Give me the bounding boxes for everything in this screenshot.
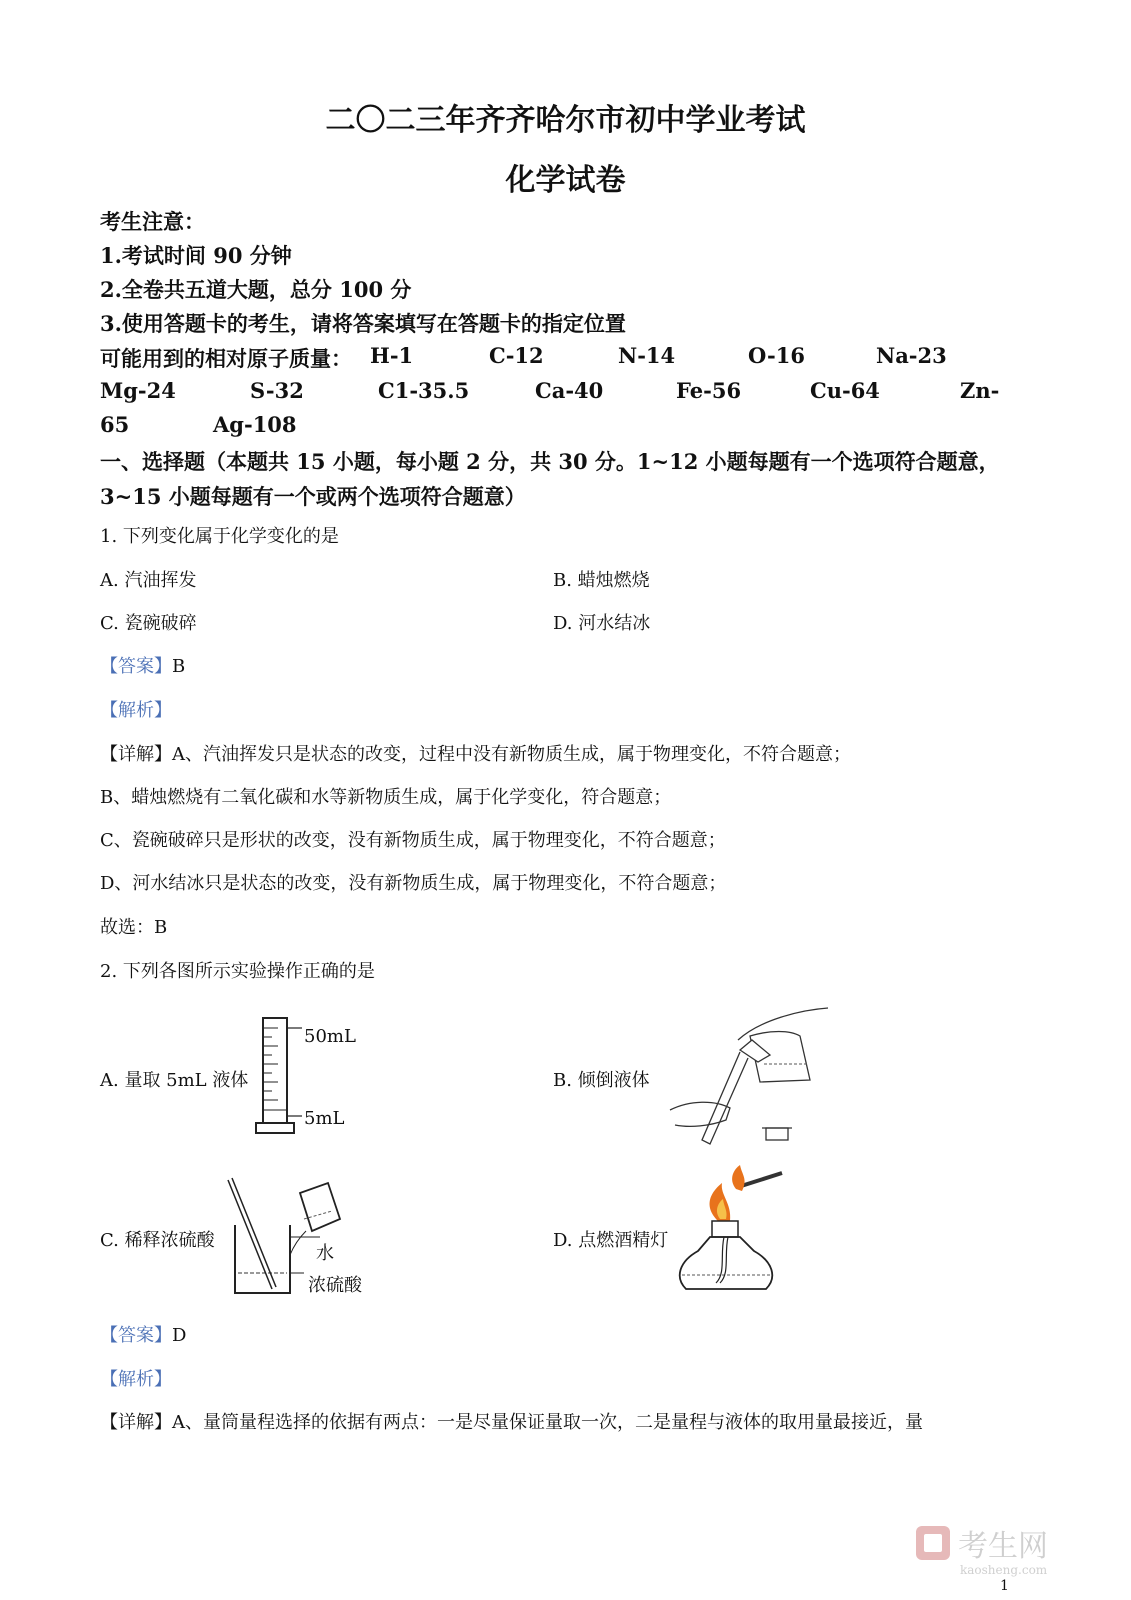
answer-line — [100, 1321, 186, 1347]
mass-item: Fe-56 — [676, 378, 742, 403]
kaosheng-logo — [906, 1520, 1086, 1580]
mass-item: Ca-40 — [535, 378, 604, 403]
page-number: 1 — [1000, 1578, 1009, 1594]
mass-item: N-14 — [618, 343, 676, 368]
logo-text: 考生网 — [958, 1529, 1048, 1564]
notice-item: 3.使用答题卡的考生，请将答案填写在答题卡的指定位置 — [100, 311, 626, 336]
detail-text: A、量筒量程选择的依据有两点：一是尽量保证量取一次，二是量程与液体的取用量最接近，量 — [172, 1412, 923, 1433]
mass-item: 65 — [100, 412, 130, 437]
notice-item: 2.全卷共五道大题，总分 100 分 — [100, 277, 412, 302]
mass-item: Na-23 — [876, 343, 947, 368]
notice-label: 考生注意： — [100, 209, 205, 234]
page-subtitle: 化学试卷 — [505, 163, 626, 198]
option-c: C. 稀释浓硫酸 — [100, 1230, 215, 1251]
option-b: B. 蜡烛燃烧 — [553, 570, 650, 591]
label-50ml: 50mL — [304, 1026, 356, 1047]
question-stem: 2. 下列各图所示实验操作正确的是 — [100, 961, 375, 982]
analysis-tag: 【解析】 — [100, 700, 172, 721]
mass-item: H-1 — [370, 343, 414, 368]
label-water: 水 — [316, 1243, 334, 1264]
detail-text: C、瓷碗破碎只是形状的改变，没有新物质生成，属于物理变化，不符合题意； — [100, 830, 726, 851]
answer-value: D — [172, 1325, 187, 1346]
answer-tag: 【答案】 — [100, 656, 172, 677]
mass-item: Mg-24 — [100, 378, 176, 403]
mass-item: C-12 — [489, 343, 544, 368]
page-title: 二〇二三年齐齐哈尔市初中学业考试 — [325, 103, 806, 138]
detail-text: A、汽油挥发只是状态的改变，过程中没有新物质生成，属于物理变化，不符合题意； — [172, 744, 851, 765]
diluting-acid-figure — [220, 1175, 380, 1305]
pouring-liquid-figure — [660, 1000, 840, 1150]
section-heading-cont: 3~15 小题每题有一个或两个选项符合题意） — [100, 484, 526, 509]
detail-text: D、河水结冰只是状态的改变，没有新物质生成，属于物理变化，不符合题意； — [100, 873, 727, 894]
mass-item: Ag-108 — [213, 412, 297, 437]
logo-url: kaosheng.com — [960, 1563, 1048, 1577]
option-d: D. 河水结冰 — [553, 613, 651, 634]
question-stem: 1. 下列变化属于化学变化的是 — [100, 526, 339, 547]
mass-item: C1-35.5 — [378, 378, 470, 403]
label-sulfuric-acid: 浓硫酸 — [308, 1275, 362, 1296]
mass-item: Cu-64 — [810, 378, 880, 403]
mass-item: Zn- — [960, 378, 1000, 403]
detail-line — [100, 1408, 923, 1434]
mass-item: S-32 — [250, 378, 304, 403]
graduated-cylinder-figure — [250, 1010, 380, 1140]
option-a: A. 汽油挥发 — [100, 570, 197, 591]
option-b: B. 倾倒液体 — [553, 1070, 650, 1091]
detail-line — [100, 740, 851, 766]
option-d: D. 点燃酒精灯 — [553, 1230, 669, 1251]
notice-item: 1.考试时间 90 分钟 — [100, 243, 292, 268]
option-c: C. 瓷碗破碎 — [100, 613, 197, 634]
detail-text: B、蜡烛燃烧有二氧化碳和水等新物质生成，属于化学变化，符合题意； — [100, 787, 672, 808]
label-5ml: 5mL — [304, 1108, 345, 1129]
answer-tag: 【答案】 — [100, 1325, 172, 1346]
mass-item: O-16 — [748, 343, 806, 368]
alcohol-lamp-figure — [670, 1165, 800, 1305]
option-a: A. 量取 5mL 液体 — [100, 1070, 249, 1091]
conclusion: 故选：B — [100, 917, 168, 938]
answer-value: B — [172, 656, 186, 677]
answer-line — [100, 652, 185, 678]
mass-label: 可能用到的相对原子质量： — [100, 346, 352, 371]
analysis-tag: 【解析】 — [100, 1369, 172, 1390]
detail-tag: 【详解】 — [100, 744, 172, 765]
detail-tag: 【详解】 — [100, 1412, 172, 1433]
section-heading: 一、选择题（本题共 15 小题，每小题 2 分，共 30 分。1~12 小题每题有一个选项符合题意， — [100, 449, 1000, 474]
